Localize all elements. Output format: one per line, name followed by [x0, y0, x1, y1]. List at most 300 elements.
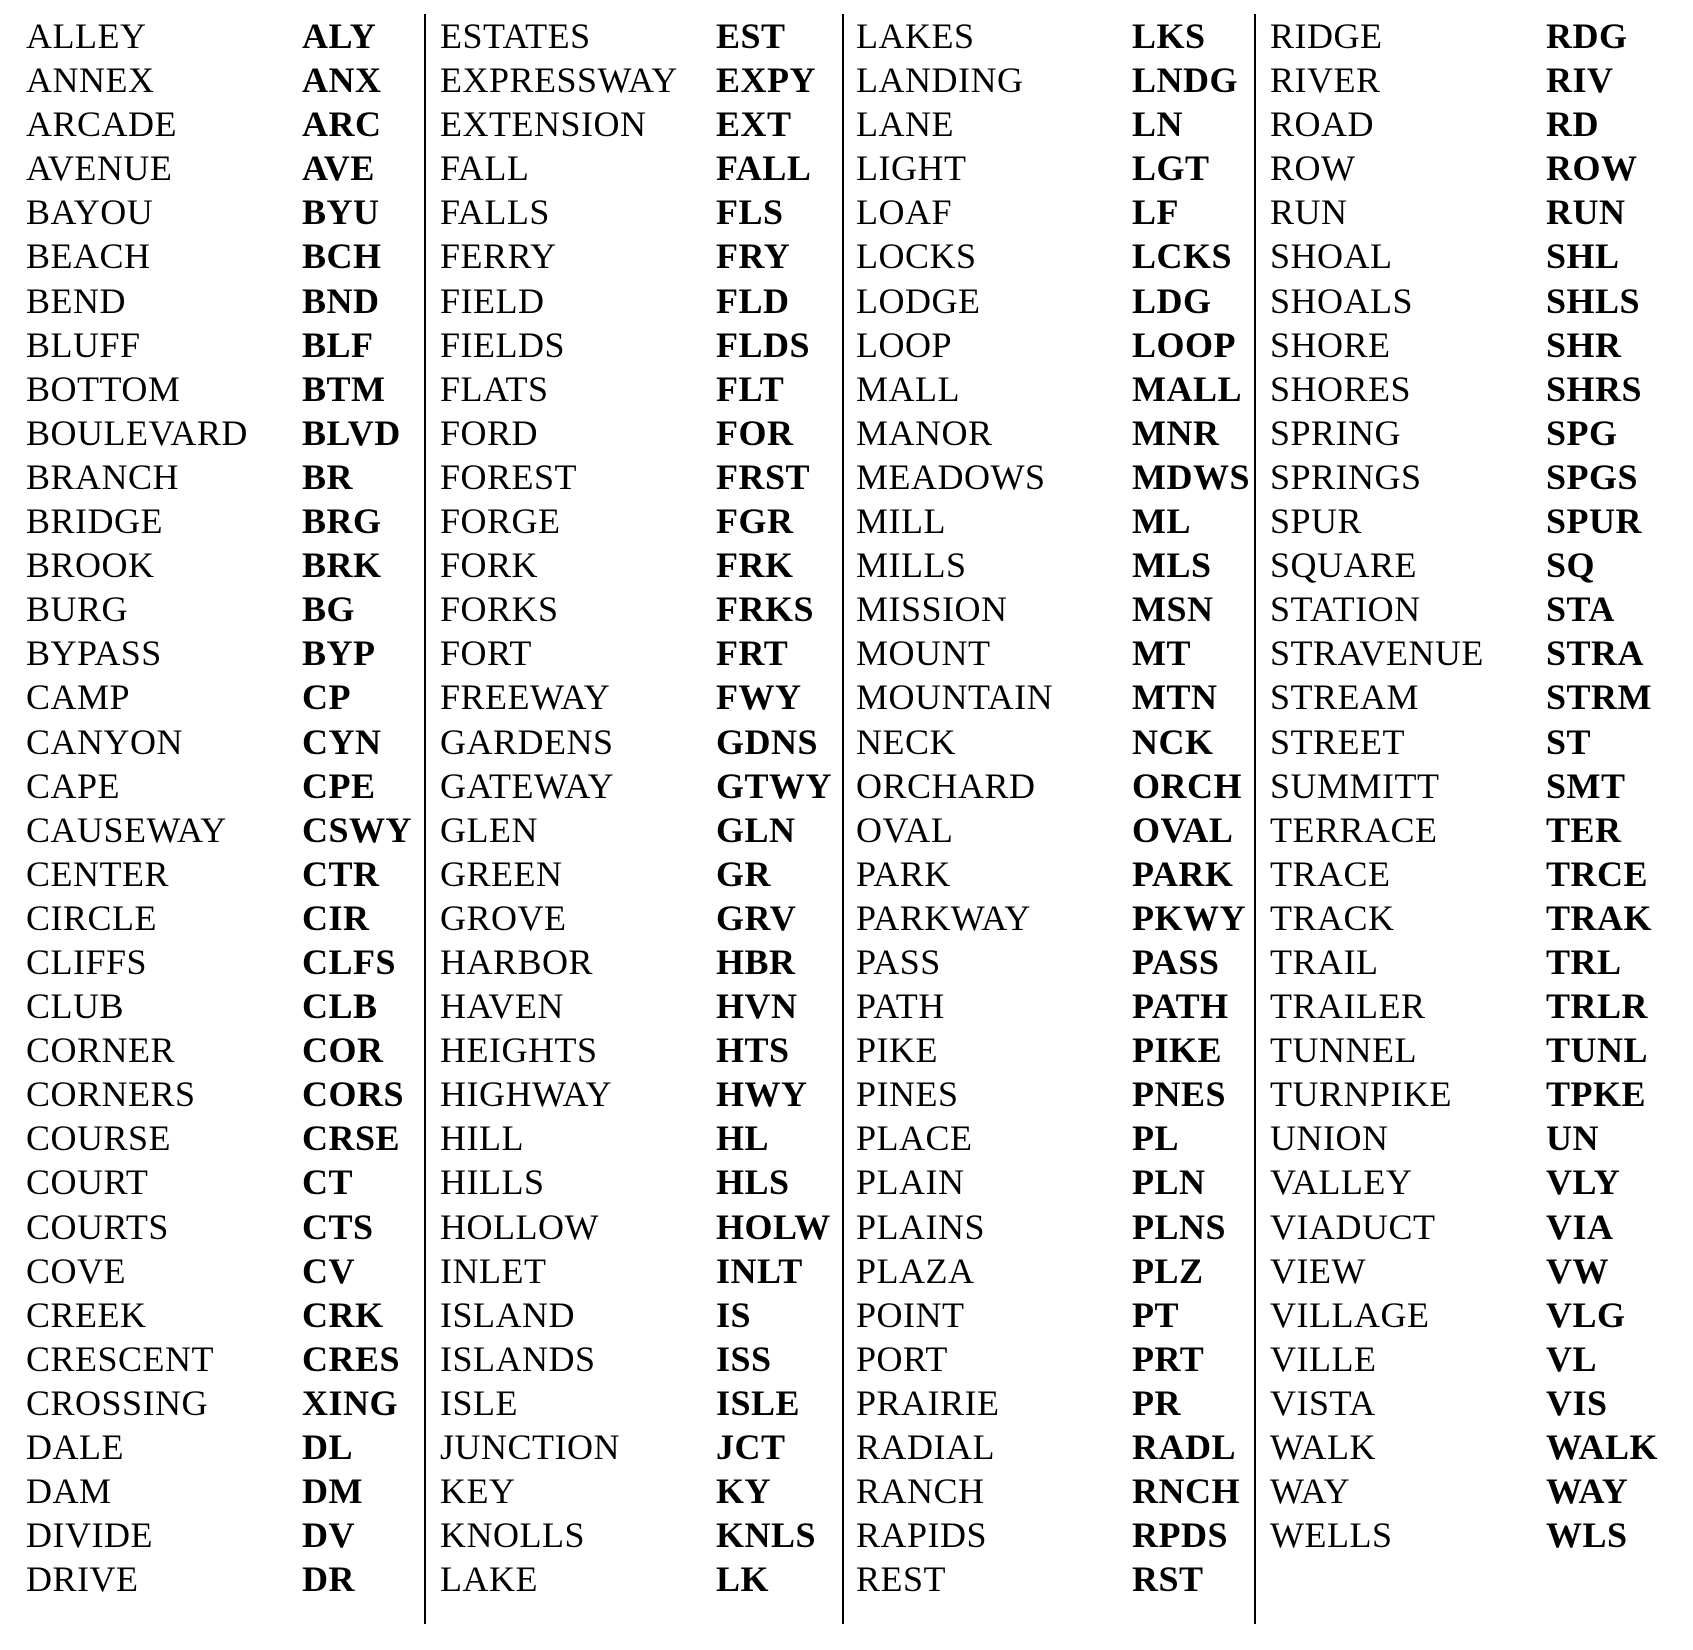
suffix-abbreviation: RIV: [1546, 60, 1614, 101]
table-row: [26, 1028, 421, 1072]
suffix-name: SHORE: [1270, 324, 1391, 365]
suffix-name: BLUFF: [26, 324, 141, 365]
suffix-name: SUMMITT: [1270, 765, 1440, 806]
table-row: [1270, 764, 1670, 808]
suffix-name: HIGHWAY: [440, 1074, 613, 1115]
table-row: [1270, 190, 1670, 234]
table-row: [1270, 631, 1670, 675]
suffix-abbreviation: DM: [302, 1471, 363, 1512]
suffix-abbreviation: BND: [302, 280, 380, 321]
suffix-abbreviation: BLVD: [302, 412, 401, 453]
suffix-abbreviation: LN: [1132, 104, 1184, 145]
suffix-abbreviation: WAY: [1546, 1471, 1629, 1512]
table-row: [1270, 1337, 1670, 1381]
suffix-name: FLATS: [440, 368, 549, 409]
suffix-abbreviation: FLS: [716, 192, 784, 233]
suffix-name: BEND: [26, 280, 126, 321]
table-row: [26, 102, 421, 146]
table-row: [856, 234, 1266, 278]
suffix-abbreviation: SPUR: [1546, 501, 1643, 542]
suffix-abbreviation: RUN: [1546, 192, 1626, 233]
suffix-name: SHORES: [1270, 368, 1412, 409]
suffix-abbreviation: ROW: [1546, 148, 1638, 189]
table-row: [1270, 14, 1670, 58]
suffix-name: GATEWAY: [440, 765, 615, 806]
suffix-name: FORT: [440, 633, 532, 674]
suffix-name: WELLS: [1270, 1515, 1393, 1556]
suffix-abbreviation: NCK: [1132, 721, 1214, 762]
suffix-abbreviation: CTS: [302, 1206, 374, 1247]
suffix-abbreviation: CTR: [302, 853, 380, 894]
table-row: [1270, 1381, 1670, 1425]
suffix-abbreviation: RD: [1546, 104, 1599, 145]
suffix-abbreviation: ISS: [716, 1338, 772, 1379]
suffix-name: PLACE: [856, 1118, 973, 1159]
suffix-name: FERRY: [440, 236, 557, 277]
suffix-abbreviation: ML: [1132, 501, 1191, 542]
suffix-abbreviation: HTS: [716, 1030, 790, 1071]
table-row: [1270, 587, 1670, 631]
table-row: [26, 1293, 421, 1337]
suffix-name: RADIAL: [856, 1427, 995, 1467]
table-row: [1270, 1116, 1670, 1160]
suffix-abbreviation: XING: [302, 1382, 399, 1423]
suffix-abbreviation: MT: [1132, 633, 1191, 674]
table-row: [856, 279, 1266, 323]
suffix-name: FORD: [440, 412, 539, 453]
suffix-name: HILLS: [440, 1162, 545, 1203]
suffix-name: CLUB: [26, 986, 125, 1027]
table-row: [856, 102, 1266, 146]
suffix-name: PATH: [856, 986, 945, 1027]
suffix-name: MILL: [856, 501, 946, 542]
suffix-abbreviation: PRT: [1132, 1338, 1205, 1379]
suffix-abbreviation: PR: [1132, 1382, 1181, 1423]
table-row: [440, 631, 840, 675]
suffix-name: ROW: [1270, 148, 1356, 189]
table-row: [26, 234, 421, 278]
suffix-name: FORGE: [440, 501, 561, 542]
suffix-name: DALE: [26, 1427, 124, 1467]
suffix-abbreviation: CP: [302, 677, 351, 718]
table-row: [1270, 279, 1670, 323]
table-row: [440, 102, 840, 146]
suffix-abbreviation: VLG: [1546, 1294, 1626, 1335]
table-row: [856, 631, 1266, 675]
suffix-name: PLAIN: [856, 1162, 965, 1203]
suffix-name: RIDGE: [1270, 16, 1383, 56]
suffix-name: LOOP: [856, 324, 953, 365]
suffix-name: GROVE: [440, 897, 567, 938]
table-row: [1270, 940, 1670, 984]
suffix-abbreviation: RPDS: [1132, 1515, 1229, 1556]
table-row: [856, 720, 1266, 764]
column-2: [440, 14, 840, 1624]
table-row: [26, 1116, 421, 1160]
suffix-abbreviation: EXT: [716, 104, 792, 145]
suffix-name: TRAIL: [1270, 941, 1379, 982]
suffix-name: CROSSING: [26, 1382, 209, 1423]
suffix-abbreviation: CPE: [302, 765, 376, 806]
suffix-abbreviation: ST: [1546, 721, 1592, 762]
table-row: [1270, 102, 1670, 146]
suffix-abbreviation: DR: [302, 1559, 355, 1600]
table-row: [856, 367, 1266, 411]
suffix-abbreviation: KY: [716, 1471, 771, 1512]
suffix-name: ARCADE: [26, 104, 178, 145]
table-row: [26, 1425, 421, 1469]
suffix-name: TRACK: [1270, 897, 1395, 938]
suffix-name: EXTENSION: [440, 104, 647, 145]
suffix-abbreviation: MLS: [1132, 545, 1212, 586]
suffix-name: SPRING: [1270, 412, 1402, 453]
suffix-name: FALL: [440, 148, 530, 189]
suffix-name: COURTS: [26, 1206, 169, 1247]
suffix-name: PINES: [856, 1074, 959, 1115]
suffix-name: HOLLOW: [440, 1206, 599, 1247]
suffix-abbreviation: BRG: [302, 501, 382, 542]
table-row: [856, 190, 1266, 234]
suffix-name: DRIVE: [26, 1559, 139, 1600]
suffix-abbreviation: FWY: [716, 677, 802, 718]
suffix-name: REST: [856, 1559, 947, 1600]
suffix-abbreviation: CYN: [302, 721, 382, 762]
table-row: [856, 896, 1266, 940]
suffix-abbreviation: ALY: [302, 16, 377, 56]
suffix-abbreviation: FLDS: [716, 324, 811, 365]
table-row: [440, 455, 840, 499]
table-row: [856, 1028, 1266, 1072]
suffix-name: SPRINGS: [1270, 456, 1422, 497]
table-row: [856, 1381, 1266, 1425]
suffix-name: CIRCLE: [26, 897, 158, 938]
suffix-name: BEACH: [26, 236, 151, 277]
table-row: [440, 808, 840, 852]
suffix-abbreviation: PATH: [1132, 986, 1229, 1027]
suffix-abbreviation: WALK: [1546, 1427, 1659, 1467]
suffix-abbreviation: LOOP: [1132, 324, 1237, 365]
suffix-name: ESTATES: [440, 16, 591, 56]
suffix-abbreviation: HVN: [716, 986, 798, 1027]
suffix-abbreviation: HBR: [716, 941, 796, 982]
suffix-abbreviation: SPG: [1546, 412, 1618, 453]
suffix-abbreviation: FRT: [716, 633, 789, 674]
table-row: [856, 1557, 1266, 1601]
table-row: [856, 1072, 1266, 1116]
suffix-abbreviation: FGR: [716, 501, 794, 542]
suffix-name: FORK: [440, 545, 539, 586]
suffix-name: JUNCTION: [440, 1427, 620, 1467]
table-row: [440, 720, 840, 764]
suffix-name: TUNNEL: [1270, 1030, 1417, 1071]
table-row: [440, 1160, 840, 1204]
table-row: [440, 1337, 840, 1381]
suffix-name: ALLEY: [26, 16, 147, 56]
suffix-name: RUN: [1270, 192, 1348, 233]
suffix-name: SQUARE: [1270, 545, 1418, 586]
suffix-abbreviation: KNLS: [716, 1515, 817, 1556]
suffix-abbreviation: FRKS: [716, 589, 815, 630]
table-row: [856, 764, 1266, 808]
suffix-name: VILLAGE: [1270, 1294, 1430, 1335]
suffix-abbreviation: LF: [1132, 192, 1180, 233]
suffix-name: ROAD: [1270, 104, 1375, 145]
table-row: [440, 1072, 840, 1116]
suffix-abbreviation: SHLS: [1546, 280, 1641, 321]
suffix-abbreviation: EST: [716, 16, 786, 56]
suffix-abbreviation: MSN: [1132, 589, 1214, 630]
suffix-name: LAKE: [440, 1559, 538, 1600]
suffix-abbreviation: MNR: [1132, 412, 1220, 453]
suffix-abbreviation: HWY: [716, 1074, 808, 1115]
suffix-abbreviation: SMT: [1546, 765, 1626, 806]
suffix-name: GLEN: [440, 809, 538, 850]
suffix-name: TERRACE: [1270, 809, 1438, 850]
table-row: [26, 1160, 421, 1204]
table-row: [440, 852, 840, 896]
suffix-name: MEADOWS: [856, 456, 1046, 497]
suffix-name: FREEWAY: [440, 677, 611, 718]
table-row: [856, 1513, 1266, 1557]
suffix-abbreviation: CT: [302, 1162, 354, 1203]
suffix-name: RANCH: [856, 1471, 985, 1512]
table-row: [440, 675, 840, 719]
table-row: [26, 279, 421, 323]
table-row: [1270, 1513, 1670, 1557]
suffix-name: SPUR: [1270, 501, 1363, 542]
table-row: [1270, 1249, 1670, 1293]
suffix-name: VIEW: [1270, 1250, 1366, 1291]
suffix-abbreviation: PIKE: [1132, 1030, 1223, 1071]
suffix-abbreviation: SPGS: [1546, 456, 1639, 497]
suffix-name: BAYOU: [26, 192, 154, 233]
table-row: [856, 1425, 1266, 1469]
table-row: [856, 675, 1266, 719]
suffix-abbreviation: STRM: [1546, 677, 1653, 718]
suffix-abbreviation: STRA: [1546, 633, 1645, 674]
suffix-abbreviation: UN: [1546, 1118, 1599, 1159]
table-row: [440, 367, 840, 411]
suffix-abbreviation: PL: [1132, 1118, 1180, 1159]
suffix-name: LAKES: [856, 16, 975, 56]
suffix-name: GARDENS: [440, 721, 614, 762]
suffix-abbreviation: GR: [716, 853, 771, 894]
suffix-name: POINT: [856, 1294, 965, 1335]
table-row: [856, 940, 1266, 984]
table-row: [856, 1249, 1266, 1293]
table-row: [1270, 1425, 1670, 1469]
table-row: [26, 455, 421, 499]
suffix-abbreviation: VIS: [1546, 1382, 1608, 1423]
suffix-name: HILL: [440, 1118, 524, 1159]
table-row: [440, 940, 840, 984]
suffix-abbreviation: FLD: [716, 280, 790, 321]
suffix-abbreviation: LCKS: [1132, 236, 1233, 277]
suffix-abbreviation: HLS: [716, 1162, 790, 1203]
table-row: [440, 1028, 840, 1072]
table-row: [1270, 1072, 1670, 1116]
suffix-abbreviation: MTN: [1132, 677, 1218, 718]
suffix-abbreviation: FALL: [716, 148, 812, 189]
suffix-name: PARK: [856, 853, 951, 894]
table-row: [856, 58, 1266, 102]
suffix-abbreviation: IS: [716, 1294, 752, 1335]
suffix-name: FOREST: [440, 456, 578, 497]
suffix-name: PASS: [856, 941, 941, 982]
suffix-abbreviation: BCH: [302, 236, 382, 277]
table-row: [856, 808, 1266, 852]
suffix-abbreviation: TER: [1546, 809, 1622, 850]
suffix-abbreviation: FRK: [716, 545, 794, 586]
suffix-abbreviation: ARC: [302, 104, 382, 145]
table-row: [856, 323, 1266, 367]
table-row: [856, 543, 1266, 587]
suffix-abbreviation: MDWS: [1132, 456, 1250, 497]
suffix-name: PARKWAY: [856, 897, 1031, 938]
suffix-abbreviation: STA: [1546, 589, 1615, 630]
table-row: [856, 1337, 1266, 1381]
table-row: [1270, 367, 1670, 411]
table-row: [26, 720, 421, 764]
suffix-abbreviation: CSWY: [302, 809, 413, 850]
suffix-abbreviation: VLY: [1546, 1162, 1621, 1203]
suffix-abbreviation: SHL: [1546, 236, 1620, 277]
suffix-abbreviation: DV: [302, 1515, 355, 1556]
table-row: [1270, 1028, 1670, 1072]
suffix-name: BYPASS: [26, 633, 162, 674]
suffix-abbreviation: GLN: [716, 809, 796, 850]
column-3: [856, 14, 1266, 1624]
suffix-abbreviation: VW: [1546, 1250, 1609, 1291]
table-row: [440, 146, 840, 190]
suffix-name: LANDING: [856, 60, 1024, 101]
suffix-name: CRESCENT: [26, 1338, 215, 1379]
suffix-abbreviation: OVAL: [1132, 809, 1234, 850]
suffix-name: NECK: [856, 721, 956, 762]
suffix-abbreviation: FRST: [716, 456, 811, 497]
table-row: [440, 323, 840, 367]
table-row: [440, 1513, 840, 1557]
table-row: [440, 1381, 840, 1425]
suffix-name: INLET: [440, 1250, 547, 1291]
table-row: [26, 764, 421, 808]
suffix-name: TRACE: [1270, 853, 1391, 894]
table-row: [1270, 852, 1670, 896]
suffix-name: LANE: [856, 104, 954, 145]
suffix-abbreviation: GDNS: [716, 721, 819, 762]
table-row: [856, 411, 1266, 455]
suffix-name: TRAILER: [1270, 986, 1426, 1027]
suffix-name: STATION: [1270, 589, 1421, 630]
suffix-name: BRANCH: [26, 456, 180, 497]
suffix-name: LODGE: [856, 280, 981, 321]
suffix-name: RAPIDS: [856, 1515, 988, 1556]
suffix-abbreviation: AVE: [302, 148, 375, 189]
table-row: [440, 14, 840, 58]
suffix-name: ISLE: [440, 1382, 518, 1423]
suffix-name: OVAL: [856, 809, 954, 850]
suffix-name: PIKE: [856, 1030, 938, 1071]
table-row: [26, 1205, 421, 1249]
suffix-abbreviation: GTWY: [716, 765, 833, 806]
suffix-abbreviation: FLT: [716, 368, 785, 409]
suffix-abbreviation: HOLW: [716, 1206, 831, 1247]
table-row: [856, 587, 1266, 631]
suffix-name: CAUSEWAY: [26, 809, 227, 850]
suffix-abbreviation: PLNS: [1132, 1206, 1227, 1247]
suffix-name: MISSION: [856, 589, 1008, 630]
suffix-abbreviation: DL: [302, 1427, 354, 1467]
suffix-abbreviation: LNDG: [1132, 60, 1239, 101]
table-row: [440, 1116, 840, 1160]
suffix-name: STREAM: [1270, 677, 1420, 718]
suffix-name: KNOLLS: [440, 1515, 585, 1556]
suffix-abbreviation: SHRS: [1546, 368, 1643, 409]
table-row: [1270, 411, 1670, 455]
column-divider: [424, 14, 426, 1624]
table-row: [26, 499, 421, 543]
table-row: [26, 1072, 421, 1116]
table-row: [856, 455, 1266, 499]
suffix-name: CANYON: [26, 721, 184, 762]
suffix-name: STRAVENUE: [1270, 633, 1484, 674]
suffix-abbreviation: ISLE: [716, 1382, 801, 1423]
suffix-abbreviation: TRL: [1546, 941, 1622, 982]
suffix-abbreviation: ANX: [302, 60, 382, 101]
table-row: [26, 1513, 421, 1557]
table-row: [26, 631, 421, 675]
table-row: [1270, 675, 1670, 719]
table-row: [26, 852, 421, 896]
suffix-name: PORT: [856, 1338, 948, 1379]
suffix-abbreviation: CRES: [302, 1338, 401, 1379]
suffix-abbreviation: PASS: [1132, 941, 1220, 982]
suffix-name: BRIDGE: [26, 501, 163, 542]
table-row: [440, 764, 840, 808]
table-row: [440, 190, 840, 234]
suffix-name: LOCKS: [856, 236, 977, 277]
suffix-name: HEIGHTS: [440, 1030, 598, 1071]
suffix-name: FIELD: [440, 280, 545, 321]
column-1: [26, 14, 421, 1624]
suffix-name: COURT: [26, 1162, 149, 1203]
suffix-abbreviation: CV: [302, 1250, 355, 1291]
suffix-name: DAM: [26, 1471, 112, 1512]
table-row: [26, 896, 421, 940]
suffix-abbreviation: TUNL: [1546, 1030, 1649, 1071]
column-divider: [842, 14, 844, 1624]
suffix-name: KEY: [440, 1471, 516, 1512]
suffix-abbreviation: RNCH: [1132, 1471, 1240, 1512]
table-row: [26, 1249, 421, 1293]
table-row: [440, 1293, 840, 1337]
suffix-name: MOUNT: [856, 633, 991, 674]
table-row: [856, 146, 1266, 190]
suffix-abbreviation: ORCH: [1132, 765, 1242, 806]
suffix-name: MOUNTAIN: [856, 677, 1054, 718]
table-row: [26, 587, 421, 631]
suffix-abbreviation: TRAK: [1546, 897, 1653, 938]
table-row: [26, 411, 421, 455]
suffix-abbreviation: LKS: [1132, 16, 1206, 56]
table-row: [440, 896, 840, 940]
table-row: [26, 1337, 421, 1381]
table-row: [26, 1557, 421, 1601]
suffix-abbreviation: BRK: [302, 545, 382, 586]
suffix-name: COURSE: [26, 1118, 172, 1159]
column-divider: [1254, 14, 1256, 1624]
suffix-name: LIGHT: [856, 148, 967, 189]
